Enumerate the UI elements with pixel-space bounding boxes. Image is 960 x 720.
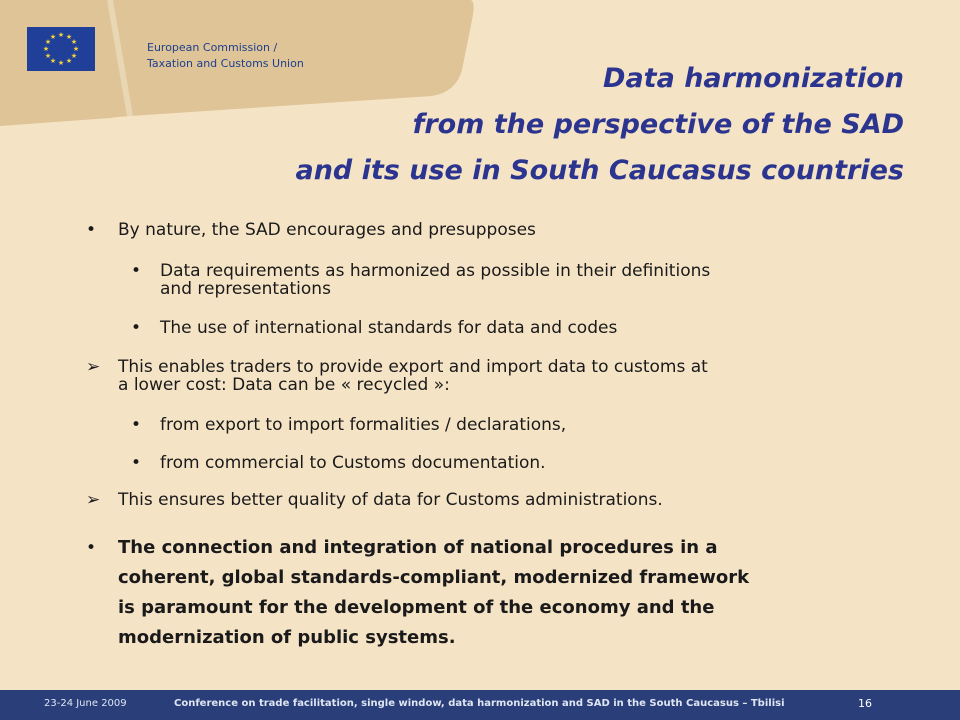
svg-text:★: ★ <box>65 57 73 65</box>
bullet-marker: • <box>131 453 142 473</box>
svg-text:★: ★ <box>44 38 52 46</box>
bullet-text: By nature, the SAD encourages and presupposes <box>118 220 536 240</box>
bullet-marker: • <box>131 261 142 281</box>
bullet-marker: • <box>131 415 142 435</box>
bullet-marker: • <box>86 538 97 558</box>
svg-text:★: ★ <box>72 45 80 53</box>
slide-title <box>84 56 904 194</box>
bullet-text: The connection and integration of national procedures in a coherent, global standards-compliant, modernized framework is paramount for the development of the economy and the modernization of public systems. <box>118 537 750 648</box>
svg-text:★: ★ <box>44 52 52 60</box>
bullet-text: from commercial to Customs documentation. <box>160 453 546 473</box>
svg-text:★: ★ <box>57 31 65 39</box>
arrow-bullet-icon: ➢ <box>86 490 101 510</box>
svg-text:★: ★ <box>49 57 57 65</box>
org-line-2: Taxation and Customs Union <box>147 57 304 70</box>
bullet-text: This ensures better quality of data for Customs administrations. <box>118 490 663 510</box>
footer-conference: Conference on trade facilitation, single window, data harmonization and SAD in the South Caucasus – Tbilisi <box>174 698 785 709</box>
svg-text:★: ★ <box>42 45 50 53</box>
title-line-2: from the perspective of the SAD <box>412 109 904 140</box>
bullet-text: from export to import formalities / declarations, <box>160 415 567 435</box>
bullet-text: This enables traders to provide export and import data to customs at a lower cost: Data can be « recycled »: <box>118 357 708 395</box>
bullet-marker: • <box>86 220 97 240</box>
bullet-text: The use of international standards for data and codes <box>160 318 618 338</box>
svg-text:★: ★ <box>49 33 57 41</box>
footer-date: 23-24 June 2009 <box>44 698 127 709</box>
title-line-1: Data harmonization <box>603 63 904 94</box>
bullet-text: Data requirements as harmonized as possible in their definitions and representations <box>160 261 711 299</box>
page-number: 16 <box>858 697 872 710</box>
svg-text:★: ★ <box>70 52 78 60</box>
svg-text:★: ★ <box>65 33 73 41</box>
svg-text:★: ★ <box>70 38 78 46</box>
bullet-marker: • <box>131 318 142 338</box>
svg-text:★: ★ <box>57 59 65 67</box>
org-line-1: European Commission / <box>147 41 278 54</box>
title-line-3: and its use in South Caucasus countries <box>295 155 904 186</box>
arrow-bullet-icon: ➢ <box>86 357 101 377</box>
